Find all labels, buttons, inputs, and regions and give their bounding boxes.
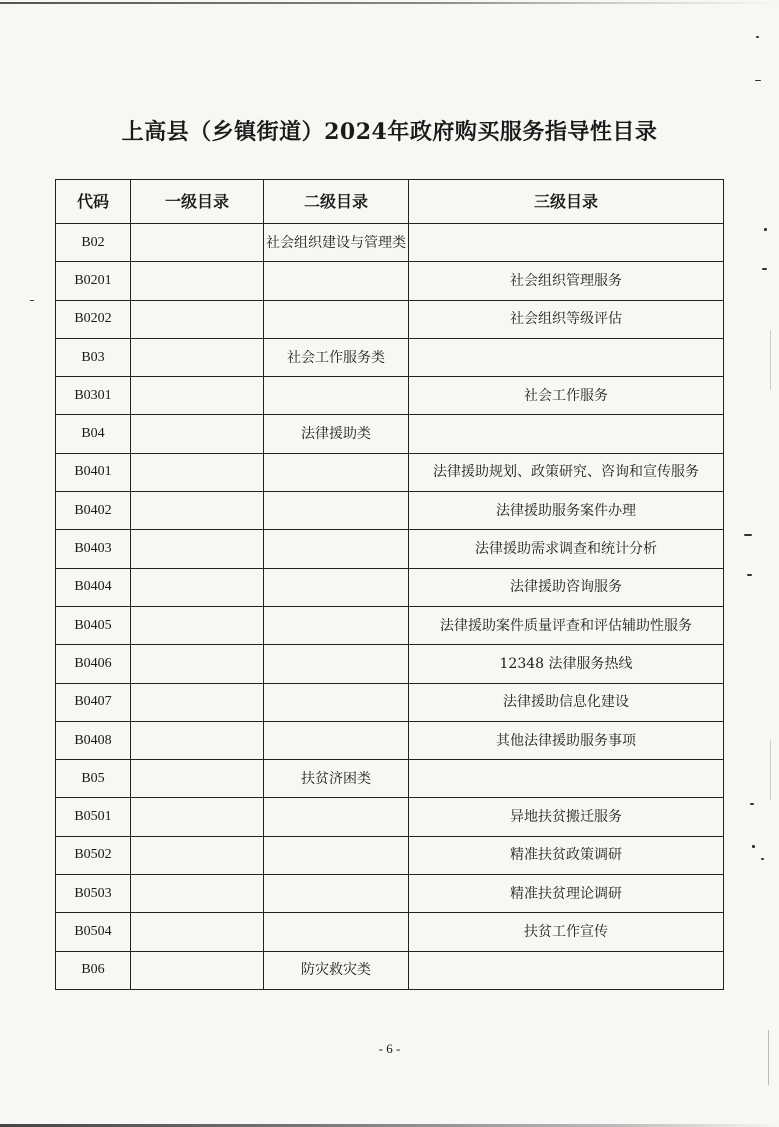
cell-level2: [264, 262, 409, 300]
cell-level2: 法律援助类: [264, 415, 409, 453]
cell-level3: 其他法律援助服务事项: [409, 721, 724, 759]
cell-level2: [264, 913, 409, 951]
cell-level3: [409, 415, 724, 453]
cell-level2: [264, 645, 409, 683]
cell-code: B03: [56, 338, 131, 376]
cell-level3: 社会组织管理服务: [409, 262, 724, 300]
cell-code: B0502: [56, 836, 131, 874]
cell-level2: [264, 798, 409, 836]
table-body: [56, 224, 724, 990]
cell-level1: [131, 568, 264, 606]
table-row: [56, 377, 724, 415]
table-row: [56, 224, 724, 262]
cell-level3: 法律援助咨询服务: [409, 568, 724, 606]
scan-speck: [761, 858, 764, 860]
table-header-row: [56, 180, 724, 224]
cell-level2: [264, 492, 409, 530]
table-row: [56, 798, 724, 836]
table-row: [56, 645, 724, 683]
cell-code: B0301: [56, 377, 131, 415]
cell-level3: [409, 338, 724, 376]
cell-level1: [131, 377, 264, 415]
cell-level1: [131, 492, 264, 530]
scan-speck: [752, 845, 755, 848]
cell-level3: [409, 951, 724, 989]
cell-code: B0201: [56, 262, 131, 300]
cell-level1: [131, 645, 264, 683]
table-row: [56, 875, 724, 913]
table-row: [56, 760, 724, 798]
cell-code: B0407: [56, 683, 131, 721]
cell-level3: [409, 224, 724, 262]
scan-speck: [762, 268, 767, 270]
cell-level3: 精准扶贫政策调研: [409, 836, 724, 874]
cell-level3: 法律援助服务案件办理: [409, 492, 724, 530]
cell-level1: [131, 836, 264, 874]
cell-code: B0406: [56, 645, 131, 683]
cell-level2: [264, 377, 409, 415]
scan-speck: [764, 228, 767, 231]
cell-level1: [131, 338, 264, 376]
cell-code: B06: [56, 951, 131, 989]
cell-level2: [264, 836, 409, 874]
cell-code: B0503: [56, 875, 131, 913]
cell-level2: [264, 530, 409, 568]
cell-level2: [264, 300, 409, 338]
cell-level3: 精准扶贫理论调研: [409, 875, 724, 913]
cell-level3: 社会工作服务: [409, 377, 724, 415]
header-level2: 二级目录: [264, 180, 409, 224]
scan-speck: [770, 330, 771, 390]
cell-level1: [131, 530, 264, 568]
cell-level2: [264, 683, 409, 721]
scan-speck: [755, 80, 761, 81]
scan-edge-top: [0, 2, 779, 4]
table-row: [56, 683, 724, 721]
cell-code: B0405: [56, 606, 131, 644]
scan-speck: [747, 574, 752, 576]
cell-code: B05: [56, 760, 131, 798]
header-code: 代码: [56, 180, 131, 224]
table-row: [56, 262, 724, 300]
table-row: [56, 415, 724, 453]
table-row: [56, 568, 724, 606]
cell-level1: [131, 224, 264, 262]
cell-level2: 扶贫济困类: [264, 760, 409, 798]
cell-level2: 社会组织建设与管理类: [264, 224, 409, 262]
table-row: [56, 453, 724, 491]
cell-level1: [131, 262, 264, 300]
cell-level1: [131, 721, 264, 759]
cell-code: B0408: [56, 721, 131, 759]
cell-level1: [131, 453, 264, 491]
header-level1: 一级目录: [131, 180, 264, 224]
cell-level1: [131, 951, 264, 989]
table-row: [56, 913, 724, 951]
cell-code: B0402: [56, 492, 131, 530]
table-row: [56, 300, 724, 338]
cell-code: B0403: [56, 530, 131, 568]
page-number: - 6 -: [378, 1041, 401, 1056]
cell-level3: 社会组织等级评估: [409, 300, 724, 338]
table-row: [56, 606, 724, 644]
cell-code: B0404: [56, 568, 131, 606]
scan-speck: [744, 534, 752, 536]
cell-level3: [409, 760, 724, 798]
cell-level2: [264, 721, 409, 759]
table-row: [56, 492, 724, 530]
cell-code: B02: [56, 224, 131, 262]
table-row: [56, 951, 724, 989]
cell-level1: [131, 798, 264, 836]
cell-level2: [264, 875, 409, 913]
scan-speck: [30, 300, 34, 301]
cell-level3: 法律援助信息化建设: [409, 683, 724, 721]
cell-level3: 异地扶贫搬迁服务: [409, 798, 724, 836]
cell-code: B0504: [56, 913, 131, 951]
cell-level3: 12348 法律服务热线: [409, 645, 724, 683]
cell-level2: [264, 568, 409, 606]
cell-level1: [131, 875, 264, 913]
scan-speck: [768, 1030, 769, 1085]
cell-level1: [131, 913, 264, 951]
scan-speck: [750, 803, 754, 805]
cell-code: B0401: [56, 453, 131, 491]
header-level3: 三级目录: [409, 180, 724, 224]
cell-level2: [264, 606, 409, 644]
catalog-table: [55, 179, 724, 990]
cell-level1: [131, 683, 264, 721]
cell-level3: 法律援助需求调查和统计分析: [409, 530, 724, 568]
cell-level1: [131, 760, 264, 798]
cell-level1: [131, 415, 264, 453]
cell-code: B0501: [56, 798, 131, 836]
cell-level2: [264, 453, 409, 491]
page-title: 上高县（乡镇街道）2024年政府购买服务指导性目录: [121, 118, 658, 145]
cell-level2: 社会工作服务类: [264, 338, 409, 376]
cell-level2: 防灾救灾类: [264, 951, 409, 989]
cell-level3: 法律援助案件质量评查和评估辅助性服务: [409, 606, 724, 644]
table-row: [56, 338, 724, 376]
cell-level1: [131, 300, 264, 338]
cell-level3: 法律援助规划、政策研究、咨询和宣传服务: [409, 453, 724, 491]
cell-code: B0202: [56, 300, 131, 338]
table-row: [56, 530, 724, 568]
cell-code: B04: [56, 415, 131, 453]
table-row: [56, 721, 724, 759]
cell-level3: 扶贫工作宣传: [409, 913, 724, 951]
scan-speck: [770, 740, 771, 800]
table-row: [56, 836, 724, 874]
cell-level1: [131, 606, 264, 644]
scan-speck: [756, 36, 759, 38]
